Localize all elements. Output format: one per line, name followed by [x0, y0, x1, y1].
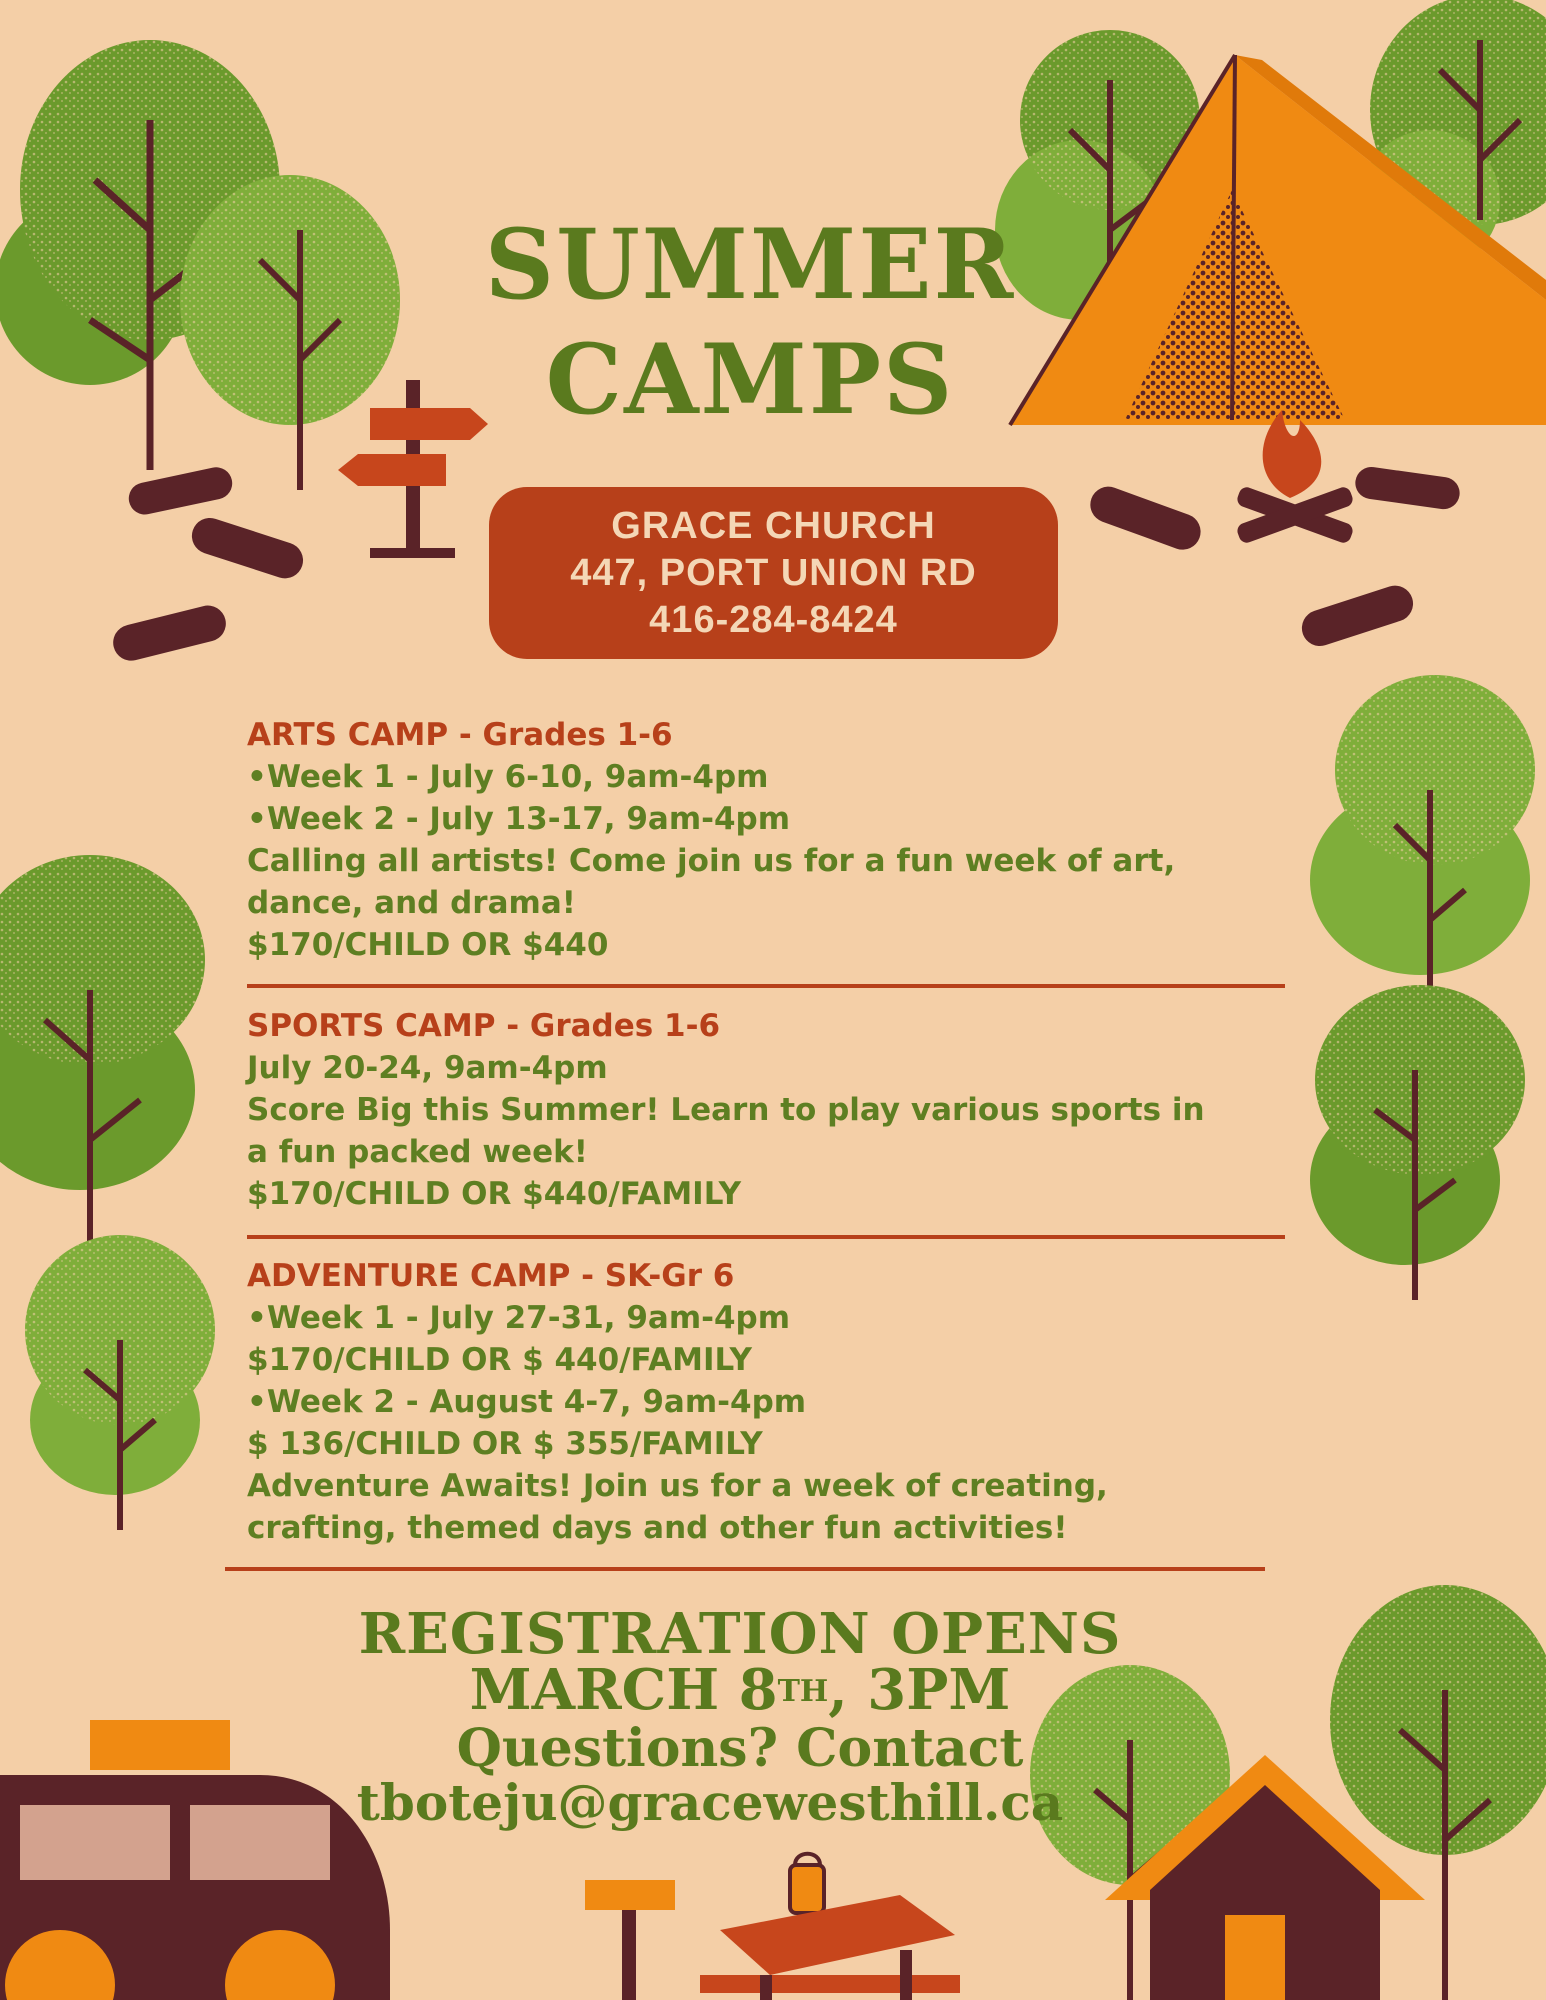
venue-name: GRACE CHURCH: [611, 504, 936, 547]
arts-camp-heading: ARTS CAMP - Grades 1-6: [247, 717, 673, 753]
adventure-camp-price: $ 136/CHILD OR $ 355/FAMILY: [247, 1426, 763, 1462]
tree-icon: [0, 855, 205, 1260]
arts-camp-price: $170/CHILD OR $440: [247, 927, 609, 963]
title-summer: SUMMER: [484, 208, 1016, 321]
tree-icon: [25, 1235, 215, 1530]
adventure-camp-heading: ADVENTURE CAMP - SK-Gr 6: [247, 1258, 735, 1294]
adventure-camp-line: •Week 2 - August 4-7, 9am-4pm: [247, 1384, 807, 1420]
adventure-camp-line: crafting, themed days and other fun activities!: [247, 1510, 1068, 1546]
registration-date: [300, 1657, 1180, 1723]
date-prefix: MARCH 8: [469, 1657, 778, 1723]
adventure-camp-line: Adventure Awaits! Join us for a week of creating,: [247, 1468, 1108, 1504]
arts-camp-section: [247, 714, 1287, 966]
section-divider: [225, 1567, 1265, 1571]
signpost-icon: [585, 1880, 675, 2000]
venue-address: 447, PORT UNION RD: [570, 551, 977, 594]
title-camps: CAMPS: [545, 323, 955, 436]
date-suffix: , 3PM: [828, 1657, 1011, 1723]
venue-box: [489, 487, 1058, 659]
tree-icon: [180, 175, 400, 490]
sports-camp-section: [247, 1005, 1287, 1215]
sports-camp-line: a fun packed week!: [247, 1134, 588, 1170]
adventure-camp-section: [247, 1255, 1287, 1549]
section-divider: [247, 984, 1285, 988]
picnic-table-icon: [700, 1895, 960, 2000]
registration-heading: REGISTRATION OPENS: [358, 1601, 1122, 1667]
lantern-icon: [790, 1854, 824, 1913]
campfire-icon: [1235, 410, 1355, 545]
sports-camp-line: July 20-24, 9am-4pm: [247, 1050, 608, 1086]
adventure-camp-line: •Week 1 - July 27-31, 9am-4pm: [247, 1300, 791, 1336]
arts-camp-line: dance, and drama!: [247, 885, 576, 921]
date-ordinal: TH: [777, 1674, 829, 1709]
sports-camp-line: Score Big this Summer! Learn to play various sports in: [247, 1092, 1205, 1128]
tree-icon: [1310, 985, 1525, 1300]
sports-camp-heading: SPORTS CAMP - Grades 1-6: [247, 1008, 721, 1044]
tree-icon: [1310, 675, 1535, 1000]
questions-text: Questions? Contact: [456, 1718, 1024, 1779]
contact-email-link[interactable]: tboteju@gracewesthill.ca: [356, 1773, 1064, 1832]
arts-camp-line: •Week 2 - July 13-17, 9am-4pm: [247, 801, 791, 837]
log-icon: [1085, 465, 1461, 651]
arts-camp-line: Calling all artists! Come join us for a fun week of art,: [247, 843, 1176, 879]
sports-camp-price: $170/CHILD OR $440/FAMILY: [247, 1176, 742, 1212]
section-divider: [247, 1235, 1285, 1239]
signpost-icon: [338, 380, 488, 558]
adventure-camp-price: $170/CHILD OR $ 440/FAMILY: [247, 1342, 752, 1378]
arts-camp-line: •Week 1 - July 6-10, 9am-4pm: [247, 759, 769, 795]
venue-phone[interactable]: 416-284-8424: [649, 598, 898, 641]
log-icon: [109, 464, 307, 664]
